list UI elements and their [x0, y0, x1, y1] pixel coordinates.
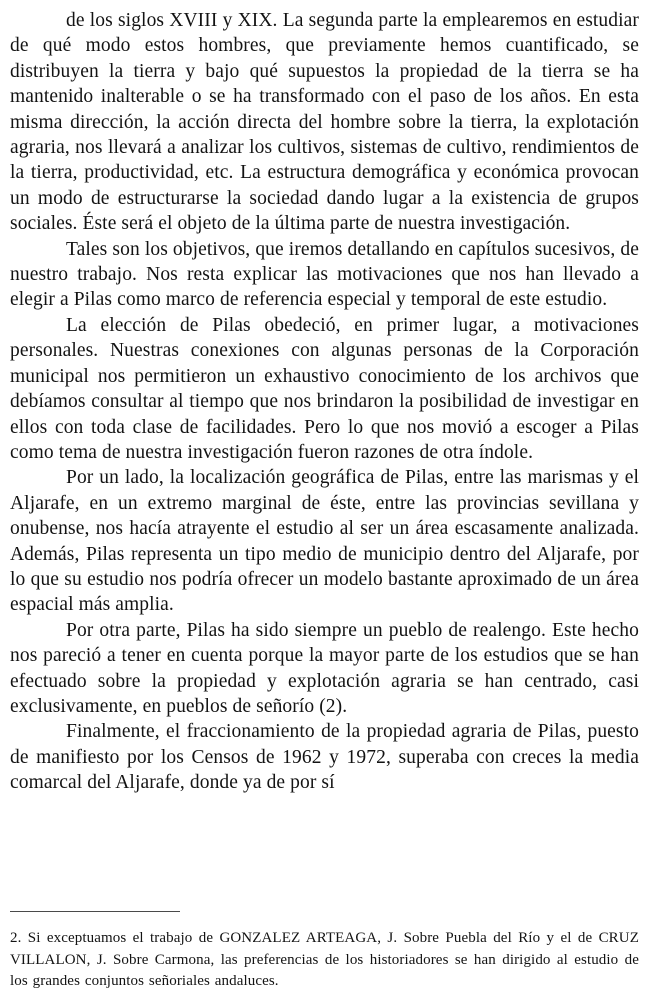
- main-text-block: [10, 8, 639, 796]
- paragraph: Finalmente, el fraccionamiento de la propiedad agraria de Pilas, puesto de manifiesto por los Censos de 1962 y 1972, superaba con creces la media comarcal del Aljarafe, donde ya de por sí: [10, 721, 639, 794]
- paragraph: de los siglos XVIII y XIX. La segunda parte la emplearemos en estudiar de qué modo estos hombres, que previamente hemos cuantificado, se distribuyen la tierra y bajo qué supuestos la propiedad de la tierra se ha mantenido inalterable o se ha transformado con el paso de los años. En esta misma dirección, la acción directa del hombre sobre la tierra, la explotación agraria, nos llevará a analizar los cultivos, sistemas de cultivo, rendimientos de la tierra, productividad, etc. La estructura demográfica y económica provocan un modo de estructurarse la sociedad dando lugar a la existencia de grupos sociales. Éste será el objeto de la última parte de nuestra investigación.: [10, 10, 639, 235]
- footnote-divider-rule: [10, 911, 180, 912]
- footnote-text: 2. Si exceptuamos el trabajo de GONZALEZ ARTEAGA, J. Sobre Puebla del Río y el de CRUZ VILLALON, J. Sobre Carmona, las preferencias de los historiadores se han dirigido al estudio de los grandes conjuntos señoriales andaluces.: [10, 930, 639, 990]
- paragraph: Por otra parte, Pilas ha sido siempre un pueblo de realengo. Este hecho nos pareció a tener en cuenta porque la mayor parte de los estudios que se han efectuado sobre la propiedad y explotación agraria se han centrado, casi exclusivamente, en pueblos de señorío (2).: [10, 619, 639, 717]
- paragraph: Por un lado, la localización geográfica de Pilas, entre las marismas y el Aljarafe, en un extremo marginal de éste, entre las provincias sevillana y onubense, nos hacía atrayente el estudio al ser un área escasamente analizada. Además, Pilas representa un tipo medio de municipio dentro del Aljarafe, por lo que su estudio nos podría ofrecer un modelo bastante aproximado de un área espacial más amplia.: [10, 467, 639, 616]
- paragraph: Tales son los objetivos, que iremos detallando en capítulos sucesivos, de nuestro trabajo. Nos resta explicar las motivaciones que nos han llevado a elegir a Pilas como marco de referencia especial y temporal de este estudio.: [10, 238, 639, 311]
- paragraph: La elección de Pilas obedeció, en primer lugar, a motivaciones personales. Nuestras conexiones con algunas personas de la Corporación municipal nos permitieron un exhaustivo conocimiento de los archivos que debíamos consultar al tiempo que nos brindaron la posibilidad de investigar en ellos con toda clase de facilidades. Pero lo que nos movió a escoger a Pilas como tema de nuestra investigación fueron razones de otra índole.: [10, 314, 639, 463]
- footnote-block: [10, 911, 639, 993]
